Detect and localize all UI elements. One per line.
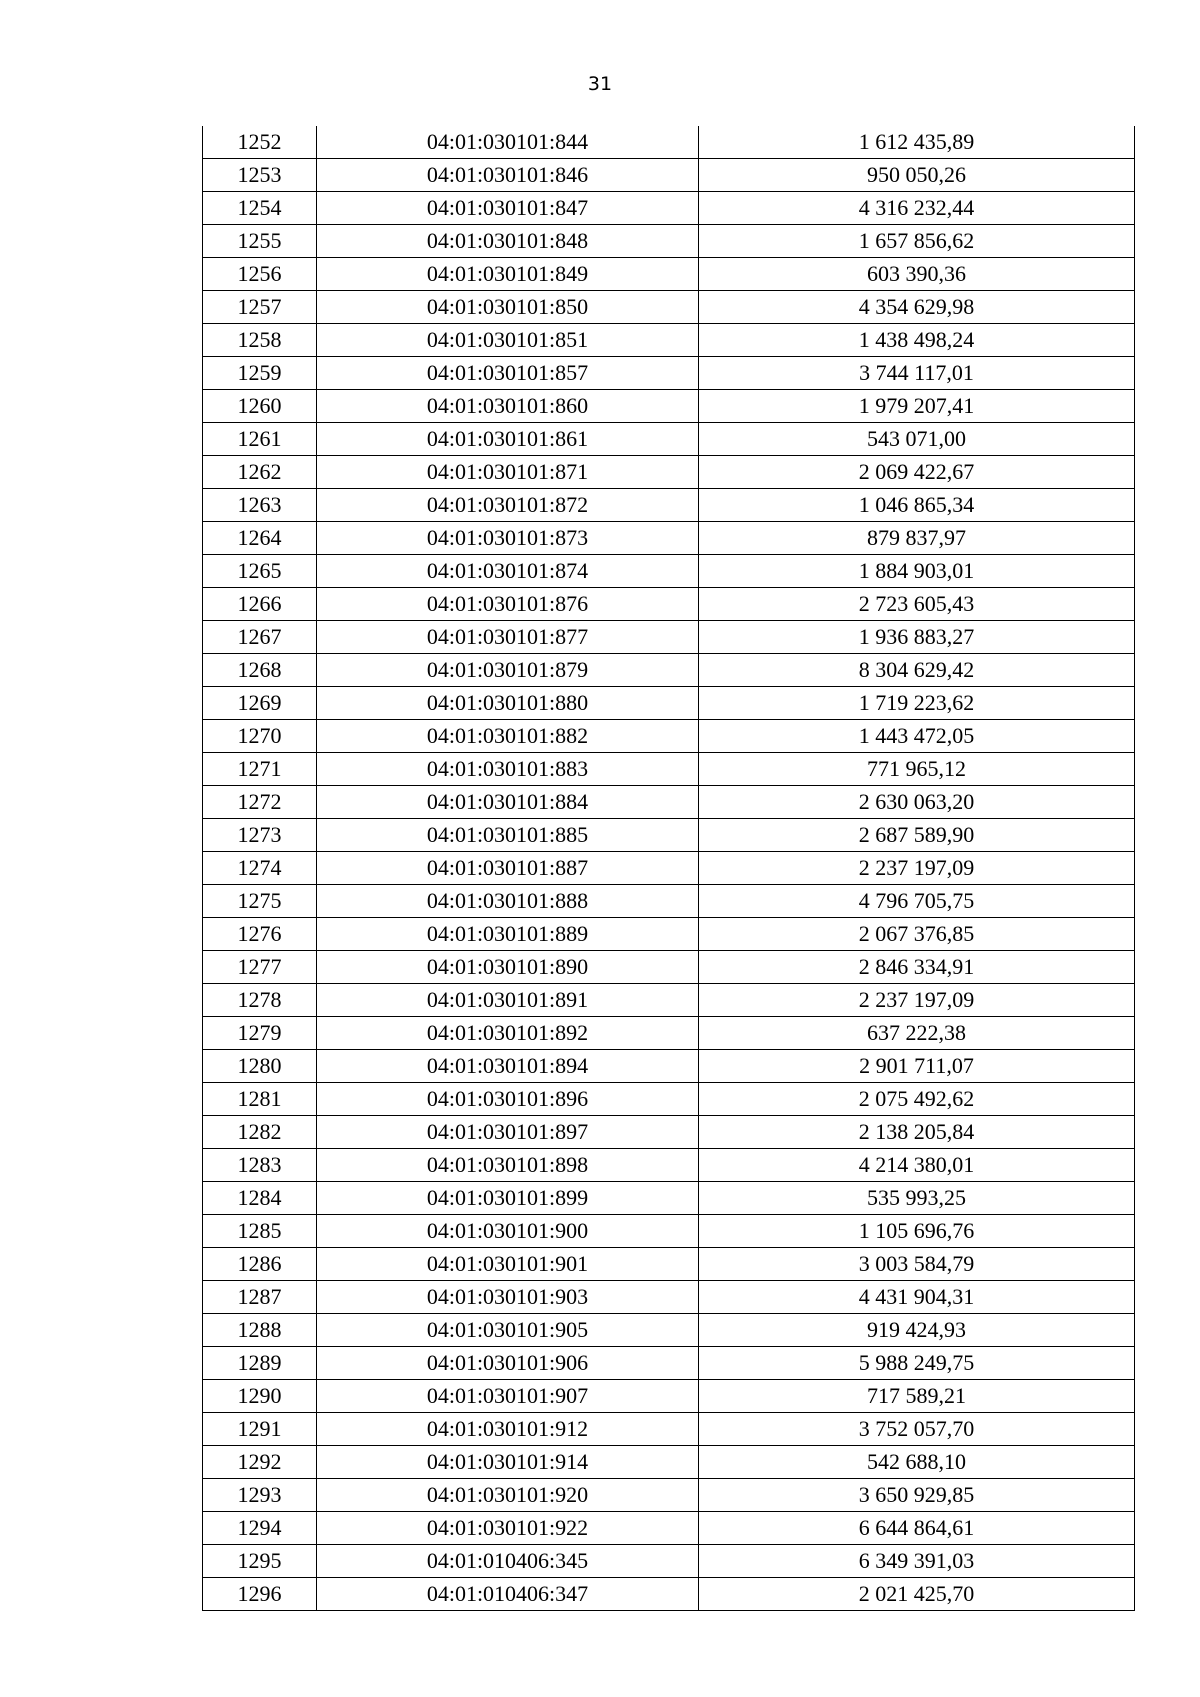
row-number-cell: 1290 (203, 1380, 317, 1413)
cadastral-number-cell: 04:01:030101:883 (317, 753, 699, 786)
cadastral-value-cell: 1 979 207,41 (699, 390, 1135, 423)
table-row (203, 1314, 1135, 1347)
cadastral-number-cell: 04:01:010406:345 (317, 1545, 699, 1578)
cadastral-number-cell: 04:01:030101:884 (317, 786, 699, 819)
row-number-cell: 1291 (203, 1413, 317, 1446)
table-row (203, 258, 1135, 291)
row-number-cell: 1288 (203, 1314, 317, 1347)
row-number-cell: 1273 (203, 819, 317, 852)
cadastral-value-cell: 2 687 589,90 (699, 819, 1135, 852)
row-number-cell: 1296 (203, 1578, 317, 1611)
cadastral-value-cell: 3 650 929,85 (699, 1479, 1135, 1512)
cadastral-value-cell: 771 965,12 (699, 753, 1135, 786)
row-number-cell: 1283 (203, 1149, 317, 1182)
cadastral-number-cell: 04:01:030101:898 (317, 1149, 699, 1182)
table-row (203, 918, 1135, 951)
row-number-cell: 1262 (203, 456, 317, 489)
cadastral-number-cell: 04:01:030101:848 (317, 225, 699, 258)
row-number-cell: 1275 (203, 885, 317, 918)
table-row (203, 1545, 1135, 1578)
row-number-cell: 1253 (203, 159, 317, 192)
cadastral-number-cell: 04:01:030101:922 (317, 1512, 699, 1545)
cadastral-number-cell: 04:01:030101:885 (317, 819, 699, 852)
row-number-cell: 1285 (203, 1215, 317, 1248)
cadastral-number-cell: 04:01:030101:851 (317, 324, 699, 357)
table-row (203, 390, 1135, 423)
table-row (203, 621, 1135, 654)
cadastral-number-cell: 04:01:030101:887 (317, 852, 699, 885)
cadastral-number-cell: 04:01:030101:849 (317, 258, 699, 291)
row-number-cell: 1274 (203, 852, 317, 885)
row-number-cell: 1265 (203, 555, 317, 588)
cadastral-number-cell: 04:01:030101:847 (317, 192, 699, 225)
table-row (203, 225, 1135, 258)
table-row (203, 126, 1135, 159)
cadastral-value-cell: 2 846 334,91 (699, 951, 1135, 984)
cadastral-value-cell: 1 657 856,62 (699, 225, 1135, 258)
cadastral-number-cell: 04:01:030101:872 (317, 489, 699, 522)
row-number-cell: 1289 (203, 1347, 317, 1380)
table-row (203, 1149, 1135, 1182)
cadastral-number-cell: 04:01:030101:871 (317, 456, 699, 489)
cadastral-value-cell: 543 071,00 (699, 423, 1135, 456)
table-row (203, 1446, 1135, 1479)
cadastral-value-cell: 2 723 605,43 (699, 588, 1135, 621)
table-row (203, 1413, 1135, 1446)
cadastral-value-cell: 3 744 117,01 (699, 357, 1135, 390)
table-row (203, 1479, 1135, 1512)
table-row (203, 1182, 1135, 1215)
row-number-cell: 1268 (203, 654, 317, 687)
table-row (203, 1347, 1135, 1380)
cadastral-number-cell: 04:01:030101:896 (317, 1083, 699, 1116)
row-number-cell: 1286 (203, 1248, 317, 1281)
cadastral-value-cell: 2 237 197,09 (699, 984, 1135, 1017)
cadastral-number-cell: 04:01:030101:873 (317, 522, 699, 555)
row-number-cell: 1284 (203, 1182, 317, 1215)
cadastral-number-cell: 04:01:030101:850 (317, 291, 699, 324)
row-number-cell: 1254 (203, 192, 317, 225)
row-number-cell: 1269 (203, 687, 317, 720)
cadastral-value-cell: 542 688,10 (699, 1446, 1135, 1479)
cadastral-value-cell: 2 021 425,70 (699, 1578, 1135, 1611)
cadastral-number-cell: 04:01:030101:912 (317, 1413, 699, 1446)
cadastral-value-cell: 4 796 705,75 (699, 885, 1135, 918)
table-row (203, 885, 1135, 918)
table-row (203, 720, 1135, 753)
row-number-cell: 1278 (203, 984, 317, 1017)
cadastral-value-cell: 8 304 629,42 (699, 654, 1135, 687)
cadastral-value-cell: 5 988 249,75 (699, 1347, 1135, 1380)
row-number-cell: 1267 (203, 621, 317, 654)
cadastral-value-cell: 3 752 057,70 (699, 1413, 1135, 1446)
cadastral-value-cell: 4 354 629,98 (699, 291, 1135, 324)
cadastral-value-cell: 3 003 584,79 (699, 1248, 1135, 1281)
row-number-cell: 1272 (203, 786, 317, 819)
cadastral-number-cell: 04:01:030101:860 (317, 390, 699, 423)
row-number-cell: 1287 (203, 1281, 317, 1314)
cadastral-number-cell: 04:01:030101:891 (317, 984, 699, 1017)
cadastral-number-cell: 04:01:030101:880 (317, 687, 699, 720)
cadastral-value-table (202, 126, 1135, 1611)
cadastral-value-cell: 4 431 904,31 (699, 1281, 1135, 1314)
table-row (203, 1281, 1135, 1314)
cadastral-value-cell: 1 046 865,34 (699, 489, 1135, 522)
row-number-cell: 1256 (203, 258, 317, 291)
table-body (203, 126, 1135, 1611)
cadastral-value-cell: 6 644 864,61 (699, 1512, 1135, 1545)
row-number-cell: 1270 (203, 720, 317, 753)
row-number-cell: 1260 (203, 390, 317, 423)
row-number-cell: 1281 (203, 1083, 317, 1116)
cadastral-value-cell: 919 424,93 (699, 1314, 1135, 1347)
table-row (203, 1017, 1135, 1050)
cadastral-value-cell: 1 438 498,24 (699, 324, 1135, 357)
cadastral-value-cell: 637 222,38 (699, 1017, 1135, 1050)
table-row (203, 489, 1135, 522)
cadastral-value-cell: 717 589,21 (699, 1380, 1135, 1413)
row-number-cell: 1293 (203, 1479, 317, 1512)
cadastral-number-cell: 04:01:030101:920 (317, 1479, 699, 1512)
table-row (203, 1380, 1135, 1413)
cadastral-value-cell: 879 837,97 (699, 522, 1135, 555)
table-row (203, 522, 1135, 555)
row-number-cell: 1295 (203, 1545, 317, 1578)
row-number-cell: 1263 (203, 489, 317, 522)
cadastral-value-cell: 2 067 376,85 (699, 918, 1135, 951)
table-row (203, 753, 1135, 786)
cadastral-number-cell: 04:01:030101:892 (317, 1017, 699, 1050)
cadastral-number-cell: 04:01:030101:846 (317, 159, 699, 192)
table-row (203, 324, 1135, 357)
cadastral-number-cell: 04:01:030101:882 (317, 720, 699, 753)
table-row (203, 555, 1135, 588)
cadastral-value-cell: 1 936 883,27 (699, 621, 1135, 654)
table-row (203, 951, 1135, 984)
row-number-cell: 1259 (203, 357, 317, 390)
table-row (203, 819, 1135, 852)
row-number-cell: 1279 (203, 1017, 317, 1050)
table-row (203, 786, 1135, 819)
table-row (203, 687, 1135, 720)
cadastral-number-cell: 04:01:030101:894 (317, 1050, 699, 1083)
cadastral-value-cell: 2 237 197,09 (699, 852, 1135, 885)
row-number-cell: 1271 (203, 753, 317, 786)
row-number-cell: 1261 (203, 423, 317, 456)
cadastral-number-cell: 04:01:030101:906 (317, 1347, 699, 1380)
row-number-cell: 1277 (203, 951, 317, 984)
cadastral-value-cell: 535 993,25 (699, 1182, 1135, 1215)
cadastral-value-cell: 1 884 903,01 (699, 555, 1135, 588)
row-number-cell: 1294 (203, 1512, 317, 1545)
row-number-cell: 1282 (203, 1116, 317, 1149)
table-row (203, 654, 1135, 687)
table-row (203, 984, 1135, 1017)
table-row (203, 456, 1135, 489)
cadastral-number-cell: 04:01:010406:347 (317, 1578, 699, 1611)
cadastral-value-cell: 2 630 063,20 (699, 786, 1135, 819)
row-number-cell: 1264 (203, 522, 317, 555)
cadastral-number-cell: 04:01:030101:903 (317, 1281, 699, 1314)
cadastral-value-cell: 950 050,26 (699, 159, 1135, 192)
row-number-cell: 1252 (203, 126, 317, 159)
cadastral-value-cell: 2 075 492,62 (699, 1083, 1135, 1116)
table-row (203, 852, 1135, 885)
cadastral-value-cell: 1 443 472,05 (699, 720, 1135, 753)
cadastral-value-cell: 4 214 380,01 (699, 1149, 1135, 1182)
cadastral-number-cell: 04:01:030101:900 (317, 1215, 699, 1248)
cadastral-number-cell: 04:01:030101:874 (317, 555, 699, 588)
cadastral-number-cell: 04:01:030101:857 (317, 357, 699, 390)
table-row (203, 192, 1135, 225)
cadastral-value-cell: 2 069 422,67 (699, 456, 1135, 489)
cadastral-number-cell: 04:01:030101:876 (317, 588, 699, 621)
row-number-cell: 1257 (203, 291, 317, 324)
table-row (203, 1083, 1135, 1116)
cadastral-number-cell: 04:01:030101:879 (317, 654, 699, 687)
table-row (203, 1215, 1135, 1248)
cadastral-number-cell: 04:01:030101:905 (317, 1314, 699, 1347)
cadastral-value-cell: 603 390,36 (699, 258, 1135, 291)
page-number: 31 (587, 73, 613, 95)
cadastral-number-cell: 04:01:030101:890 (317, 951, 699, 984)
cadastral-number-cell: 04:01:030101:861 (317, 423, 699, 456)
row-number-cell: 1292 (203, 1446, 317, 1479)
cadastral-value-cell: 6 349 391,03 (699, 1545, 1135, 1578)
table-row (203, 588, 1135, 621)
table-row (203, 1512, 1135, 1545)
table-row (203, 423, 1135, 456)
cadastral-number-cell: 04:01:030101:888 (317, 885, 699, 918)
cadastral-value-cell: 1 612 435,89 (699, 126, 1135, 159)
table-row (203, 1116, 1135, 1149)
table-row (203, 1578, 1135, 1611)
cadastral-number-cell: 04:01:030101:889 (317, 918, 699, 951)
cadastral-value-cell: 1 719 223,62 (699, 687, 1135, 720)
cadastral-number-cell: 04:01:030101:897 (317, 1116, 699, 1149)
cadastral-value-cell: 4 316 232,44 (699, 192, 1135, 225)
row-number-cell: 1280 (203, 1050, 317, 1083)
table-row (203, 159, 1135, 192)
cadastral-number-cell: 04:01:030101:914 (317, 1446, 699, 1479)
cadastral-number-cell: 04:01:030101:907 (317, 1380, 699, 1413)
cadastral-value-cell: 1 105 696,76 (699, 1215, 1135, 1248)
row-number-cell: 1276 (203, 918, 317, 951)
cadastral-number-cell: 04:01:030101:901 (317, 1248, 699, 1281)
cadastral-number-cell: 04:01:030101:877 (317, 621, 699, 654)
cadastral-number-cell: 04:01:030101:899 (317, 1182, 699, 1215)
table-row (203, 291, 1135, 324)
cadastral-value-cell: 2 901 711,07 (699, 1050, 1135, 1083)
row-number-cell: 1255 (203, 225, 317, 258)
row-number-cell: 1266 (203, 588, 317, 621)
table-row (203, 1050, 1135, 1083)
cadastral-value-cell: 2 138 205,84 (699, 1116, 1135, 1149)
table-row (203, 357, 1135, 390)
table-row (203, 1248, 1135, 1281)
row-number-cell: 1258 (203, 324, 317, 357)
cadastral-number-cell: 04:01:030101:844 (317, 126, 699, 159)
